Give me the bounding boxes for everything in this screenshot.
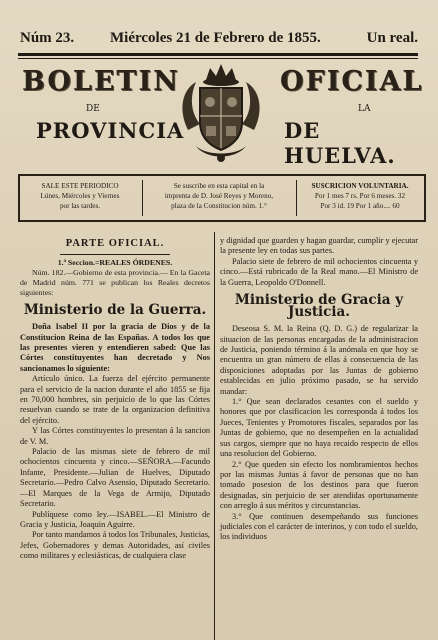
subscription-prices-line1: Por 1 mes 7 rs. Por 6 meses. 32 [314, 192, 406, 200]
subscription-place-line3: plaza de la Constitucion núm. 1.° [171, 202, 267, 210]
issue-header [18, 30, 418, 52]
decree-article: Artículo único. La fuerza del ejército permanente para el servicio de la nacion durante el año 1855 se fija en 70,000 hombres, sin perjuicio de lo que las Córtes resuelvan cuando se trate de la organizacion definitiva del ejército. [20, 374, 210, 425]
header-rule-thick [18, 53, 418, 56]
subscription-place [146, 181, 292, 211]
ministry-justice-heading: Ministerio de Gracia y Justicia. [234, 292, 404, 321]
royal-coat-of-arms-icon [176, 60, 266, 168]
decree-publication: Publíquese como ley.—ISABEL.—El Ministro de Gracia y Justicia, Joaquin Aguirre. [20, 509, 210, 529]
decree-mandate: Por tanto mandamos á todos los Tribunales, Justicias, Jefes, Gobernadores y demas Autoridades, así civiles como militares y eclesiásticas, de cualquiera clase [20, 530, 210, 561]
publication-days [22, 181, 138, 211]
section-rule [60, 254, 170, 255]
masthead-la: LA [358, 104, 371, 114]
column-divider [214, 232, 215, 640]
subscription-place-line1: Se suscribe en esta capital en la [173, 182, 265, 190]
subscription-place-line2: imprenta de D. José Reyes y Moreno, [164, 192, 274, 200]
masthead-oficial: OFICIAL [280, 66, 424, 97]
decree-signatures: Palacio de las mismas siete de febrero de mil ochocientos cincuenta y cinco.—SEÑORA.—Facundo Infante, Presidente.—Julian de Huelves, Diputado Secretario.—Pedro Calvo Asensio, Diputado Secretario.—El Marques de la Vega de Armijo, Diputado Secretario. [20, 447, 210, 509]
masthead-provincia: PROVINCIA [36, 118, 185, 143]
mandate-signature: Palacio siete de febrero de mil ochocientos cincuenta y cinco.—Está rubricado de la Real mano.—El Ministro de la Guerra, Leopoldo O'Donnell. [220, 256, 418, 287]
subscription-prices-line2: Por 3 id. 19 Por 1 año.... 60 [320, 202, 400, 210]
subscription-prices [299, 181, 421, 211]
justice-preamble: Deseosa S. M. la Reina (Q. D. G.) de regularizar la situacion de las personas encargadas de la administracion de Justicia, poniendo término á la anómala en que hoy se encuentra un gran número de ellas á consecuencia de las disposiciones adoptadas por las Juntas de gobierno establecidas en julio próximo pasado, se ha servido mandar: [220, 324, 418, 396]
ministry-war-heading: Ministerio de la Guerra. [23, 302, 207, 319]
justice-point-1: 1.° Que sean declarados cesantes con el sueldo y honores que por clasificacion les corresponda á todos los Jueces, Tenientes y Promotores fiscales, separados por las Juntas de gobierno, que no desempeñen en la actualidad sus cargos, siempre que no haya recaido respecto de ellos una resolucion del Gobierno. [220, 397, 418, 459]
header-rule-thin [18, 58, 418, 59]
justice-point-2: 2.° Que queden sin efecto los nombramientos hechos por las mismas Juntas á favor de personas que no han tomado posesion de los destinos para que fueron designadas, sin perjuicio de ser atendidas oportunamente con arreglo á sus méritos y circunstancias. [220, 459, 418, 511]
issue-date: Miércoles 21 de Febrero de 1855. [110, 30, 321, 46]
publication-days-text: Lúnes, Miércoles y Viernes [40, 192, 120, 200]
masthead-boletin: BOLETIN [22, 66, 180, 97]
left-column [20, 236, 210, 562]
section-parte-oficial: PARTE OFICIAL. [65, 238, 165, 249]
publication-days-time: por las tardes. [59, 202, 101, 210]
info-divider [142, 180, 143, 216]
issue-number: Núm 23. [20, 30, 75, 46]
justice-point-3: 3.° Que continuen desempeñando sus funciones judiciales con el carácter de interinos, y con todo el sueldo, los individuos [220, 511, 418, 542]
masthead-de: DE [86, 104, 100, 114]
decree-presentation: Y las Córtes constituyentes lo presentan á la sancion de V. M. [20, 426, 210, 446]
right-column [220, 236, 418, 543]
publication-days-title: SALE ESTE PERIODICO [41, 182, 119, 190]
issue-price: Un real. [366, 30, 418, 46]
masthead-huelva: DE HUELVA. [284, 118, 396, 168]
decree-preamble: Doña Isabel II por la gracia de Dios y de la Constitucion Reina de las Españas. A todos los que las presentes vieren y entendieren sabed: Que las Córtes constituyentes han decretado y Nos sancionamos lo siguiente: [20, 322, 210, 373]
section-reales-ordenes: 1.ª Seccion.=REALES ÓRDENES. [57, 258, 173, 268]
info-divider [296, 180, 297, 216]
subscription-prices-title: SUSCRICION VOLUNTARIA. [311, 182, 409, 190]
subscription-info-box [18, 174, 426, 222]
decree-intro: Núm. 182.—Gobierno de esta provincia.— En la Gaceta de Madrid núm. 771 se publican los Reales decretos siguientes: [20, 268, 210, 298]
mandate-continuation: y dignidad que guarden y hagan guardar, cumplir y ejecutar la presente ley en todas sus partes. [220, 236, 418, 256]
